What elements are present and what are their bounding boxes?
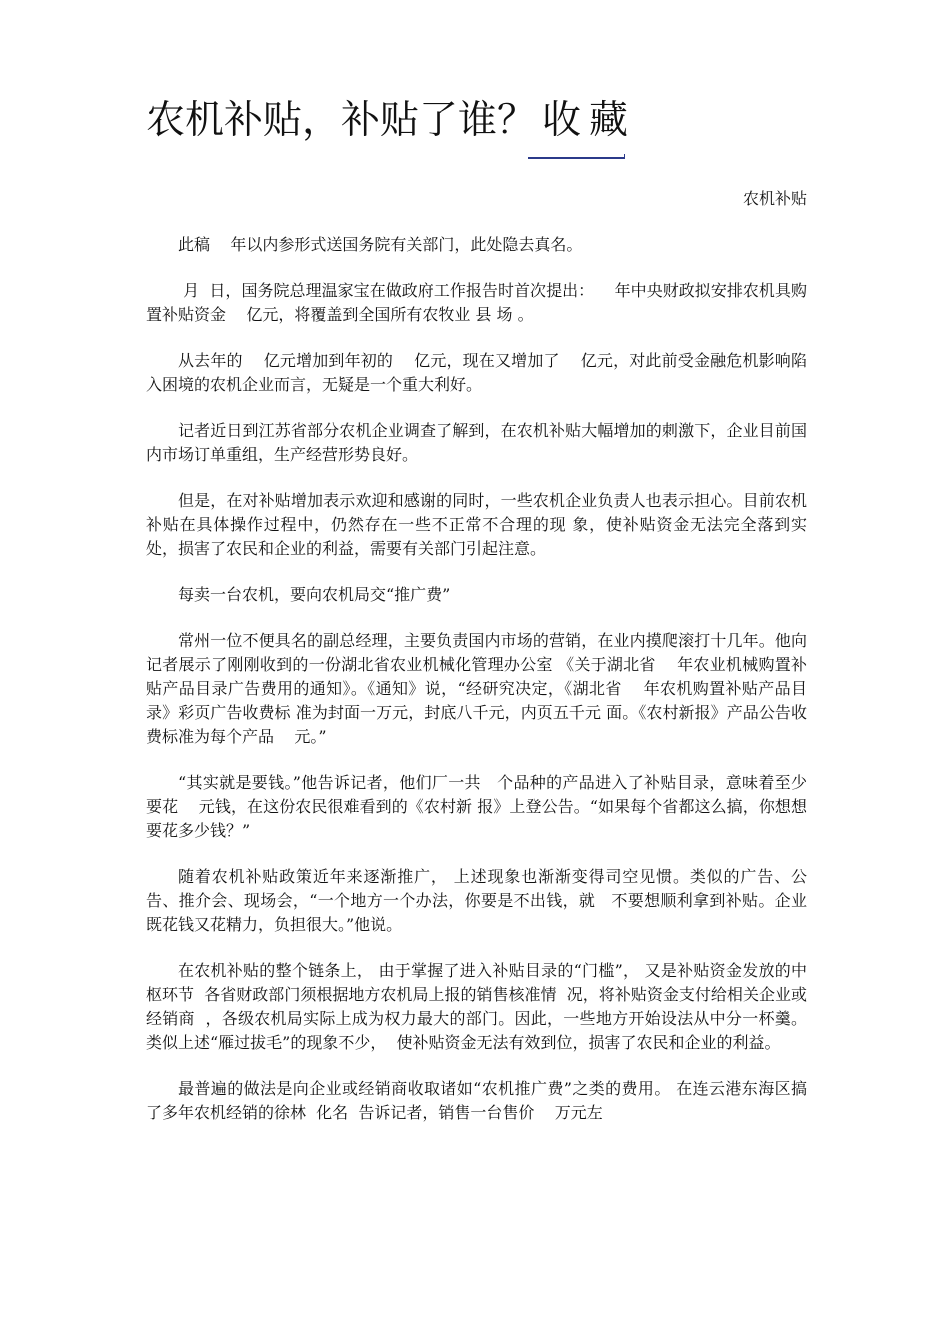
underline-tick — [624, 154, 625, 159]
paragraph: 从去年的 亿元增加到年初的 亿元，现在又增加了 亿元，对此前受金融危机影响陷入困境的农机企业而言，无疑是一个重大利好。 — [146, 351, 807, 394]
favorite-link[interactable]: 收藏 — [542, 98, 637, 143]
paragraph: 在农机补贴的整个链条上， 由于掌握了进入补贴目录的“门槛”， 又是补贴资金发放的中枢环节 各省财政部门须根据地方农机局上报的销售核准情 况，将补贴资金支付给相关企业或经销商 ，各级农机局实际上成为权力最大的部门。因此，一些地方开始设法从中分一杯羹。类似上述“雁过拔毛”的现象不少， 使补贴资金无法有效到位，损害了农民和企业的利益。 — [146, 961, 807, 1052]
article-title — [146, 94, 846, 148]
paragraph: 此稿 年以内参形式送国务院有关部门，此处隐去真名。 — [178, 235, 583, 254]
favorite-underline — [528, 157, 624, 159]
paragraph: 最普遍的做法是向企业或经销商收取诸如“农机推广费”之类的费用。 在连云港东海区搞了多年农机经销的徐林 化名 告诉记者，销售一台售价 万元左 — [146, 1079, 807, 1122]
article-title-text: 农机补贴，补贴了谁？ — [146, 98, 537, 143]
article-body — [146, 233, 807, 1147]
paragraph: “其实就是要钱。”他告诉记者，他们厂一共 个品种的产品进入了补贴目录，意味着至少要花 元钱，在这份农民很难看到的《农村新 报》上登公告。“如果每个省都这么搞，你想想要花多少钱？” — [146, 773, 807, 840]
section-heading: 每卖一台农机，要向农机局交“推广费” — [178, 585, 451, 604]
paragraph: 但是，在对补贴增加表示欢迎和感谢的同时，一些农机企业负责人也表示担心。目前农机补贴在具体操作过程中，仍然存在一些不正常不合理的现 象，使补贴资金无法完全落到实处，损害了农民和企业的利益，需要有关部门引起注意。 — [146, 491, 807, 558]
paragraph: 月 日，国务院总理温家宝在做政府工作报告时首次提出： 年中央财政拟安排农机具购置补贴资金 亿元，将覆盖到全国所有农牧业 县 场 。 — [146, 281, 807, 324]
category-label: 农机补贴 — [742, 189, 807, 208]
paragraph: 随着农机补贴政策近年来逐渐推广， 上述现象也渐渐变得司空见惯。类似的广告、公告、推介会、现场会，“一个地方一个办法，你要是不出钱，就 不要想顺利拿到补贴。企业既花钱又花精力，负担很大。”他说。 — [146, 867, 807, 934]
paragraph: 常州一位不便具名的副总经理，主要负责国内市场的营销，在业内摸爬滚打十几年。他向记者展示了刚刚收到的一份湖北省农业机械化管理办公室 《关于湖北省 年农业机械购置补贴产品目录广告费用的通知》。《通知》说，“经研究决定，《湖北省 年农机购置补贴产品目录》彩页广告收费标 准为封面一万元，封底八千元，内页五千元 面。《农村新报》产品公告收费标准为每个产品 元。” — [146, 631, 807, 746]
paragraph: 记者近日到江苏省部分农机企业调查了解到，在农机补贴大幅增加的刺激下，企业目前国内市场订单重组，生产经营形势良好。 — [146, 421, 807, 464]
